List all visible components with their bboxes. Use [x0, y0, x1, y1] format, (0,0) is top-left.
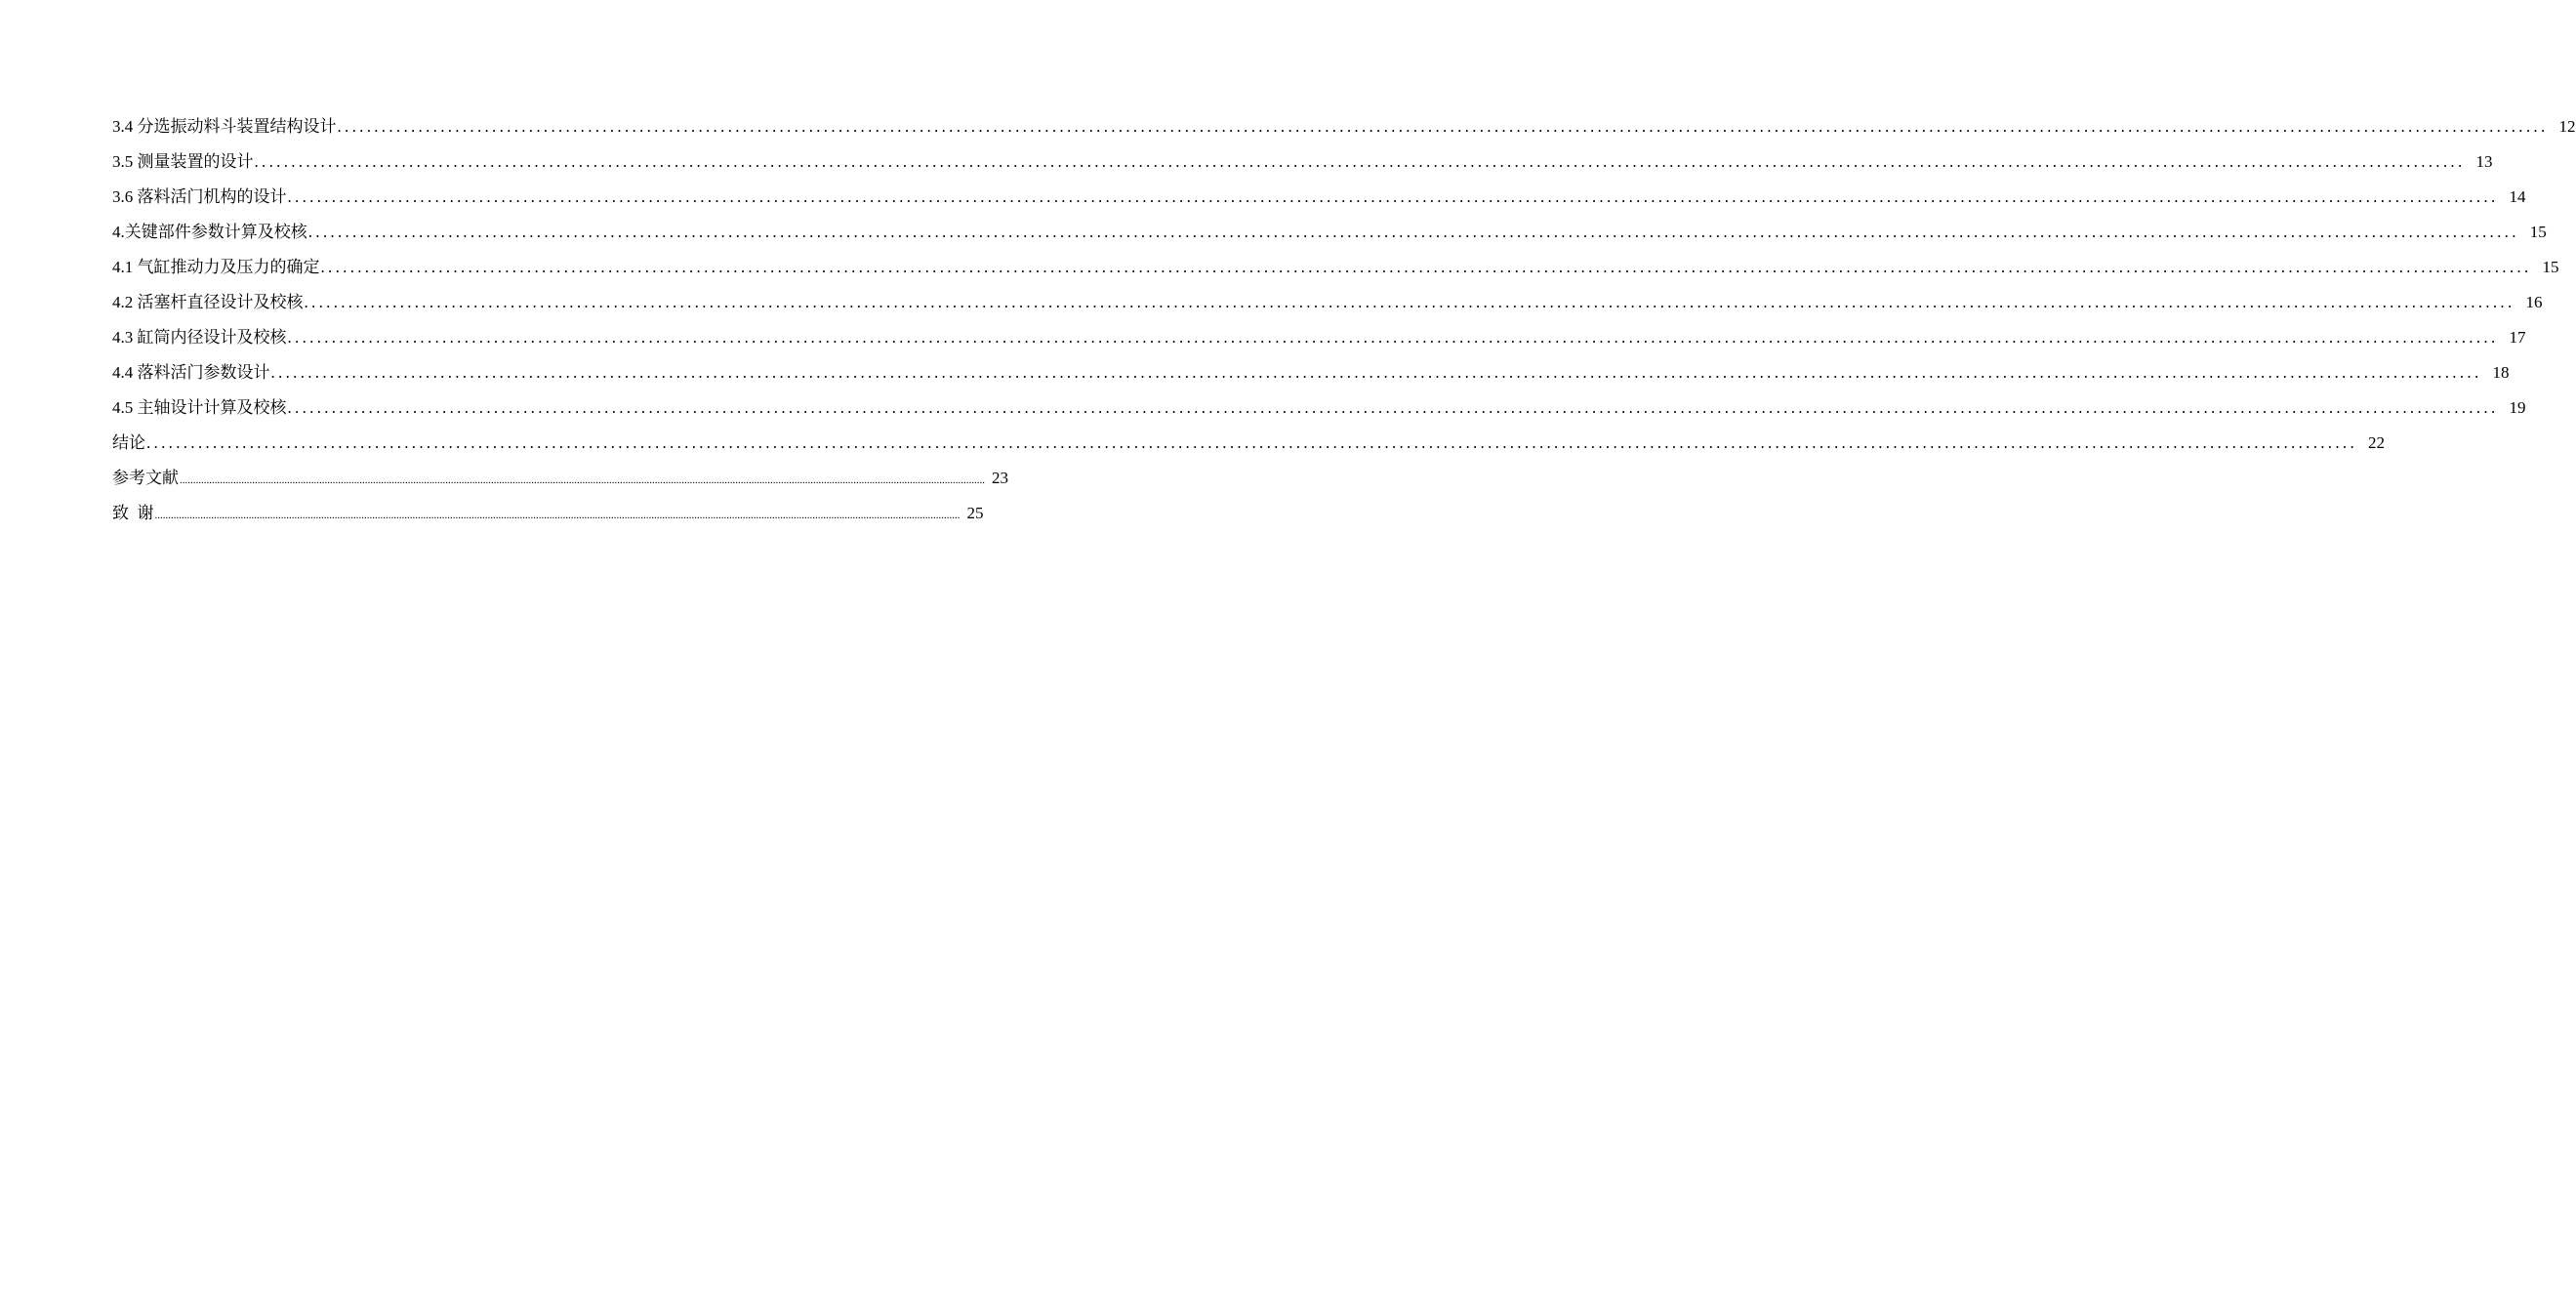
toc-dot-leader: ............................................................................................................................................................................................................................................................................................................	[320, 258, 2532, 276]
toc-entry[interactable]	[112, 359, 2510, 394]
toc-dot-leader: ............................................................................................................................................................................................................................................................................................................	[307, 223, 2519, 241]
toc-entry-title: 4.关键部件参数计算及校核	[112, 223, 307, 241]
toc-dot-leader: ............................................................................................................................................................................................................................................................................................................	[287, 328, 2499, 347]
toc-entry[interactable]	[112, 254, 2559, 289]
toc-entry-page: 15	[2529, 223, 2547, 241]
toc-dot-leader: ............................................................................................................................................................................................................................................................................................................	[337, 117, 2549, 136]
toc-entry-title: 4.5 主轴设计计算及校核	[112, 398, 287, 417]
toc-dot-leader: ............................................................................................................................................................................................................................................................................................................	[287, 398, 2499, 417]
toc-entry[interactable]	[112, 430, 2385, 465]
toc-entry[interactable]	[112, 219, 2547, 254]
toc-entry-title: 结论	[112, 433, 145, 452]
toc-entry-title: 4.3 缸筒内径设计及校核	[112, 328, 287, 347]
toc-entry[interactable]	[112, 113, 2576, 148]
toc-entry-page: 12	[2558, 117, 2576, 136]
toc-dot-leader: ............................................................................................................................................................................................................................................................................................................	[146, 433, 2357, 452]
toc-entry[interactable]	[112, 465, 1008, 500]
toc-entry-page: 17	[2509, 328, 2526, 347]
toc-entry-page: 25	[966, 504, 984, 522]
toc-entry-title: 致 谢	[112, 504, 154, 522]
toc-entry-page: 15	[2542, 258, 2559, 276]
toc-dot-leader: ............................................................................................................................................................................................................................................................................................................	[304, 293, 2515, 311]
toc-entry-page: 19	[2509, 398, 2526, 417]
toc-dot-leader: ............................................................................................................................................................................................................................................................................................................	[180, 474, 985, 486]
toc-entry-title: 3.4 分选振动料斗装置结构设计	[112, 117, 337, 136]
toc-entry[interactable]	[112, 500, 984, 535]
toc-dot-leader: ............................................................................................................................................................................................................................................................................................................	[154, 510, 961, 521]
toc-entry[interactable]	[112, 324, 2526, 359]
toc-entry-page: 23	[992, 469, 1008, 487]
toc-entry-page: 13	[2475, 152, 2493, 171]
toc-entry[interactable]	[112, 148, 2493, 184]
toc-entry-title: 4.4 落料活门参数设计	[112, 363, 270, 382]
toc-entry-title: 4.1 气缸推动力及压力的确定	[112, 258, 320, 276]
toc-entry-title: 4.2 活塞杆直径设计及校核	[112, 293, 304, 311]
toc-entry-page: 22	[2368, 433, 2385, 452]
toc-entry-page: 16	[2525, 293, 2543, 311]
toc-entry-title: 参考文献	[112, 469, 179, 487]
toc-dot-leader: ............................................................................................................................................................................................................................................................................................................	[270, 363, 2482, 382]
toc-entry-page: 18	[2492, 363, 2510, 382]
toc-entry-title: 3.5 测量装置的设计	[112, 152, 254, 171]
toc-entry[interactable]	[112, 289, 2543, 324]
toc-entry-title: 3.6 落料活门机构的设计	[112, 187, 287, 206]
toc-dot-leader: ............................................................................................................................................................................................................................................................................................................	[254, 152, 2466, 171]
toc-dot-leader: ............................................................................................................................................................................................................................................................................................................	[287, 187, 2499, 206]
table-of-contents	[112, 113, 2576, 535]
toc-entry[interactable]	[112, 184, 2526, 219]
toc-entry-page: 14	[2509, 187, 2526, 206]
toc-entry[interactable]	[112, 394, 2526, 430]
